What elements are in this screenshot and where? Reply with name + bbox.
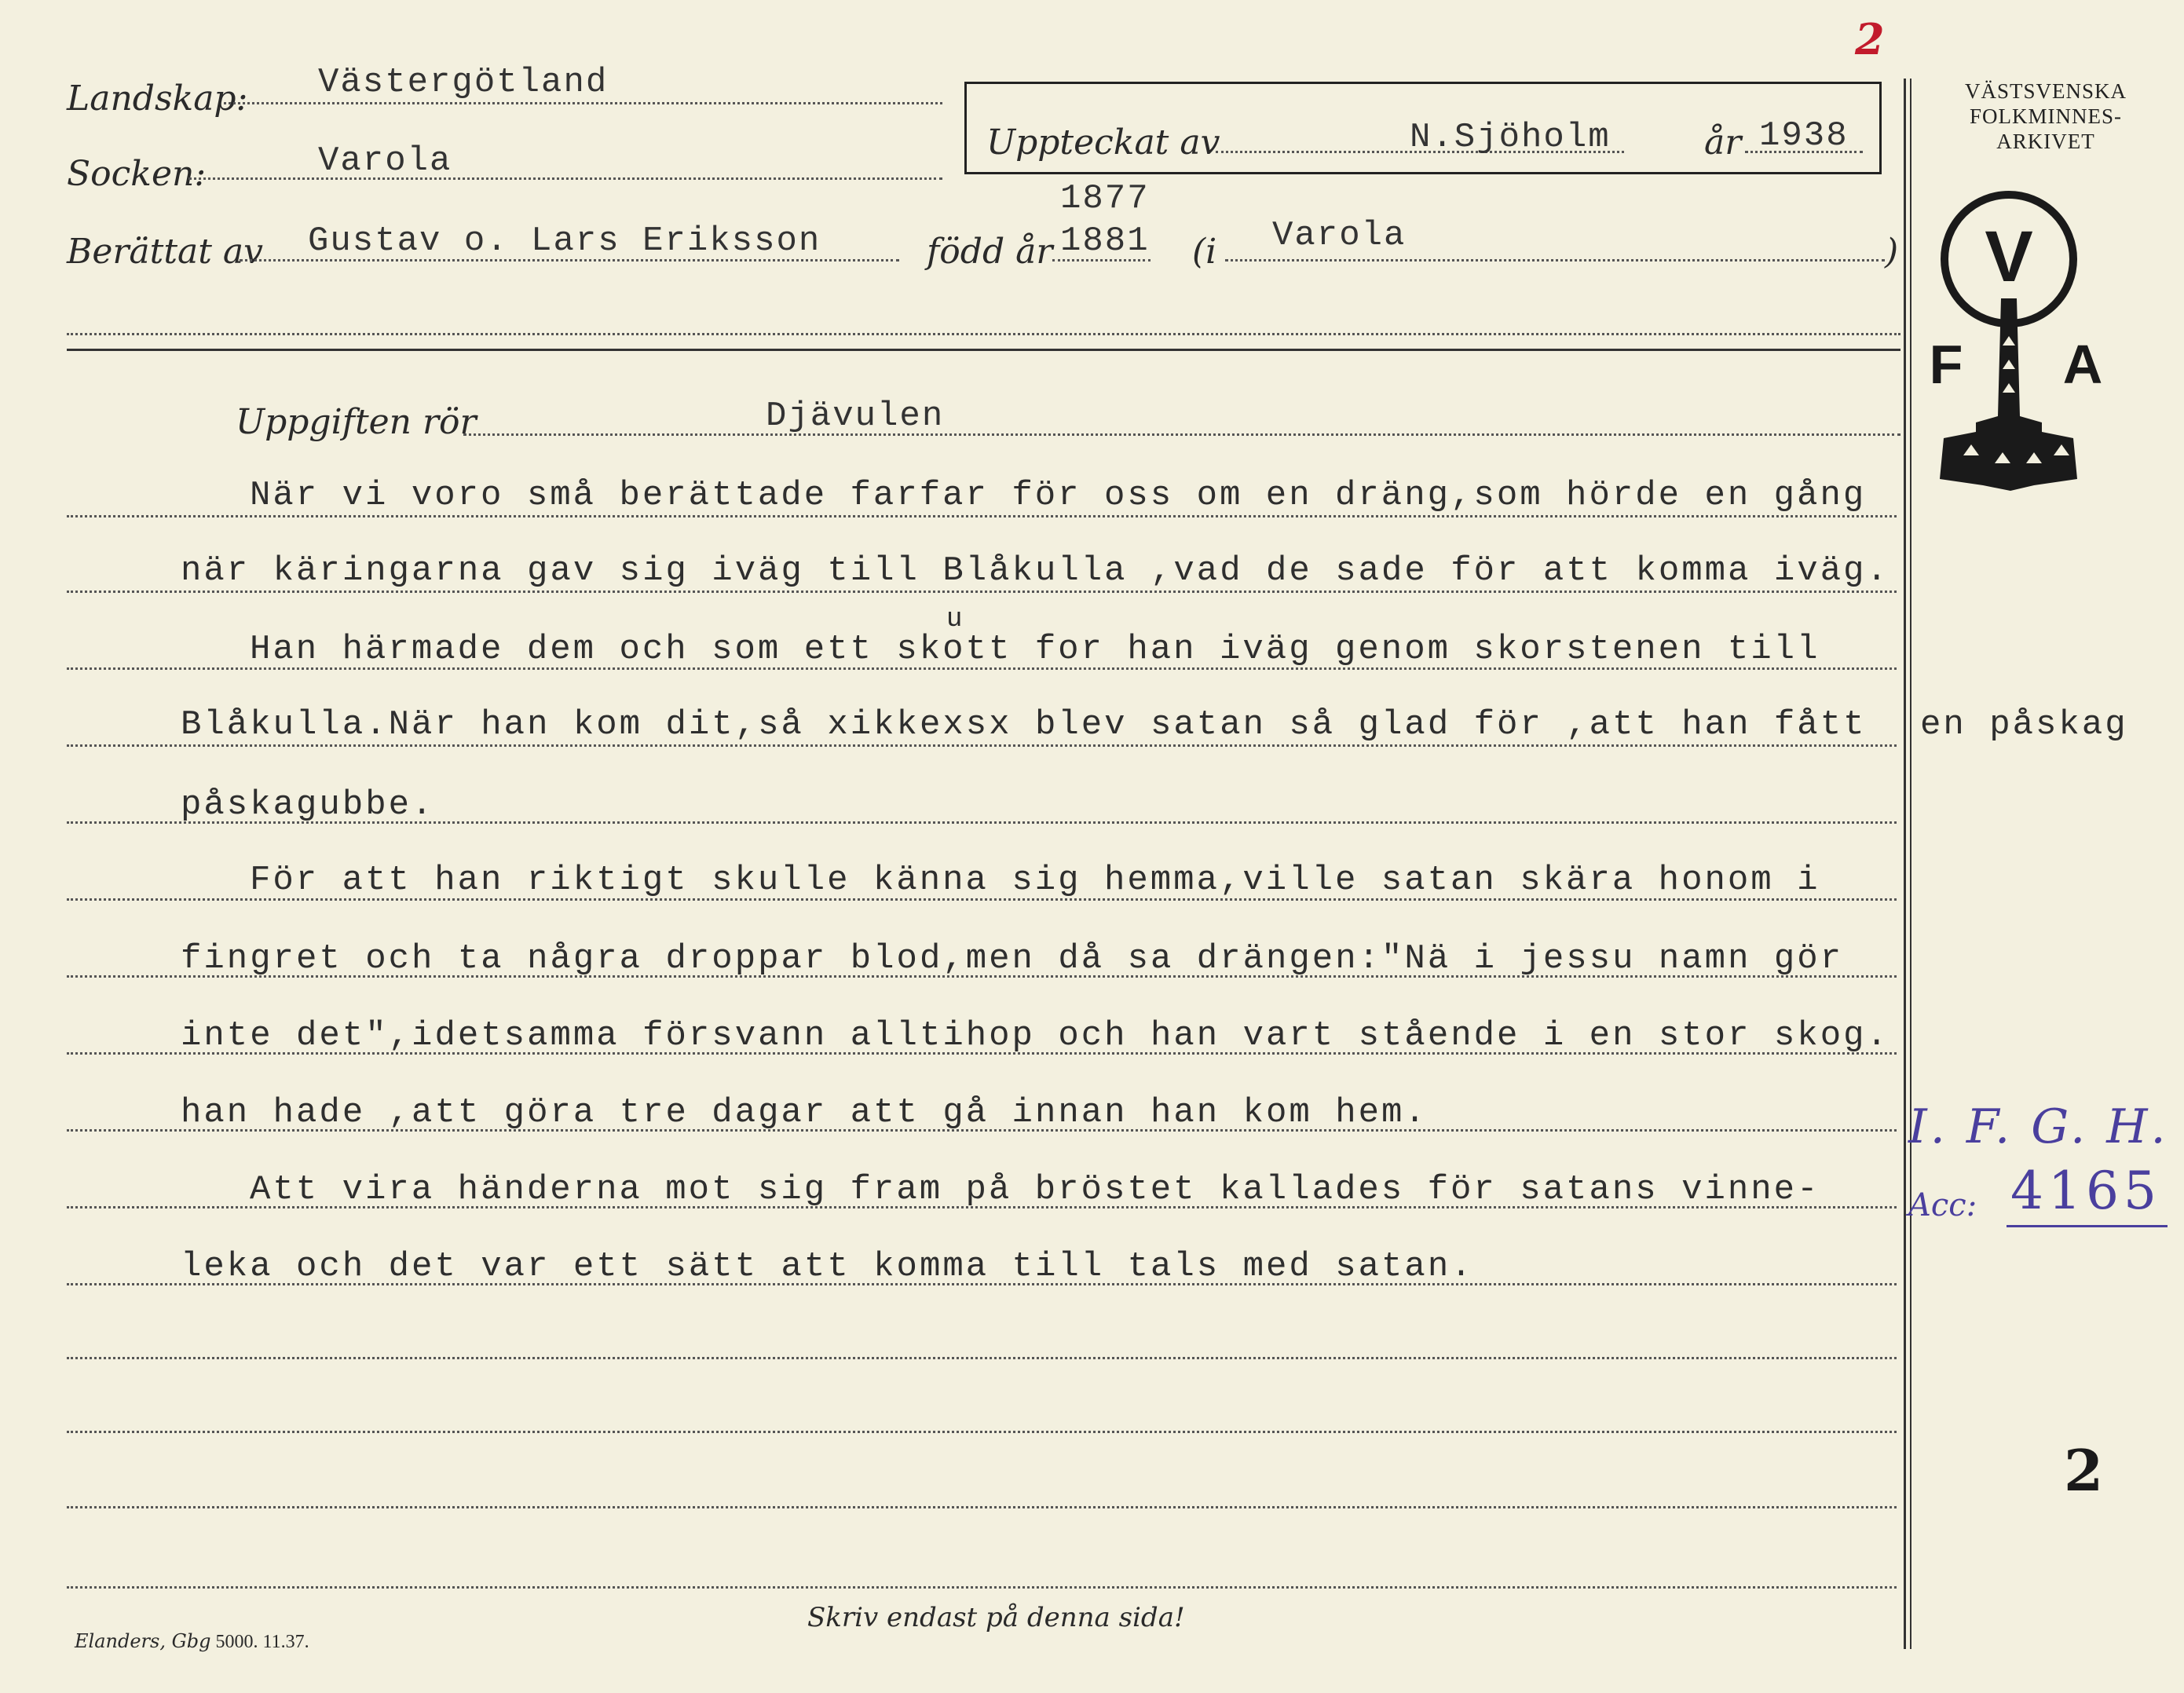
archive-name-line2: FOLKMINNES-	[1969, 104, 2122, 128]
printer-name: Elanders, Gbg	[75, 1630, 211, 1652]
fodd-alt-value: 1877	[1060, 179, 1150, 218]
stamp-line1: I. F. G. H.	[1908, 1099, 2169, 1154]
body-rule-12	[67, 1357, 1897, 1359]
landskap-dots	[224, 102, 942, 104]
landskap-value: Västergötland	[318, 63, 609, 102]
body-rule-4	[67, 744, 1897, 747]
footer-instruction: Skriv endast på denna sida!	[807, 1602, 1185, 1633]
subject-dots	[463, 433, 1900, 436]
ar-label: år	[1704, 122, 1742, 163]
body-line-1: När vi voro små berättade farfar för oss om en dräng,som hörde en gång	[250, 476, 1867, 515]
separator-line	[67, 349, 1900, 351]
body-rule-2	[67, 591, 1897, 593]
archive-name-line3: ARKIVET	[1996, 130, 2095, 153]
body-rule-1	[67, 515, 1897, 517]
archive-name-line1: VÄSTSVENSKA	[1964, 79, 2127, 103]
margin-note: en påskag	[1920, 705, 2128, 744]
archive-logo	[1916, 181, 2175, 503]
insert-mark: u	[946, 605, 963, 634]
stamp-acc-number: 4165	[2010, 1161, 2161, 1221]
body-rule-13	[67, 1431, 1897, 1433]
archive-name	[1916, 79, 2175, 154]
fodd-label: född år	[927, 232, 1053, 272]
uppteck-label: Uppteckat av	[986, 122, 1220, 163]
body-rule-15	[67, 1586, 1897, 1589]
ar-value: 1938	[1759, 116, 1849, 155]
body-line-7: fingret och ta några droppar blod,men då sa drängen:"Nä i jessu namn gör	[181, 939, 1844, 978]
body-rule-14	[67, 1506, 1897, 1508]
page-mark-red: 2	[1855, 14, 1885, 64]
body-line-10: Att vira händerna mot sig fram på bröstet kallades för satans vinne-	[250, 1170, 1820, 1209]
body-line-4: Blåkulla.När han kom dit,så xikkexsx blev satan så glad för ,att han fått	[181, 705, 1867, 744]
berattat-value: Gustav o. Lars Eriksson	[308, 221, 821, 261]
body-line-5: påskagubbe.	[181, 785, 435, 825]
socken-dots	[188, 177, 942, 180]
uppteck-value: N.Sjöholm	[1410, 118, 1611, 157]
subject-label: Uppgiften rör	[236, 402, 477, 442]
stamp-acc-label: Acc:	[1908, 1187, 1977, 1223]
page-number: 2	[2064, 1437, 2104, 1504]
fodd-value: 1881	[1060, 221, 1150, 261]
footer-printer	[75, 1630, 309, 1653]
logo-f: F	[1929, 334, 1963, 395]
stamp-underline	[2007, 1225, 2168, 1227]
close-paren: )	[1885, 232, 1899, 272]
i-value: Varola	[1272, 216, 1407, 255]
logo-v: V	[1985, 217, 2033, 297]
body-line-11: leka och det var ett sätt att komma till tals med satan.	[181, 1247, 1474, 1286]
i-dots	[1225, 259, 1885, 261]
subject-value: Djävulen	[766, 397, 945, 436]
i-label: (i	[1192, 232, 1217, 272]
margin-rule-inner	[1910, 79, 1911, 1649]
body-line-8: inte det",idetsamma försvann alltihop och han vart stående i en stor skog.	[181, 1016, 1890, 1055]
berattat-label: Berättat av	[67, 232, 263, 272]
accession-stamp	[1908, 1099, 2175, 1241]
body-line-9: han hade ,att göra tre dagar att gå innan han kom hem.	[181, 1093, 1428, 1132]
socken-label: Socken:	[67, 154, 207, 194]
margin-rule-outer	[1904, 79, 1906, 1649]
body-line-6: För att han riktigt skulle känna sig hemma,ville satan skära honom i	[250, 861, 1820, 900]
print-code: 5000. 11.37.	[215, 1632, 309, 1652]
separator-dotted	[67, 333, 1900, 335]
landskap-label: Landskap:	[67, 79, 248, 119]
socken-value: Varola	[318, 141, 452, 181]
body-line-2: när käringarna gav sig iväg till Blåkulla ,vad de sade för att komma iväg.	[181, 551, 1890, 591]
body-line-3: Han härmade dem och som ett skott for han iväg genom skorstenen till	[250, 630, 1820, 669]
logo-a: A	[2062, 334, 2103, 395]
